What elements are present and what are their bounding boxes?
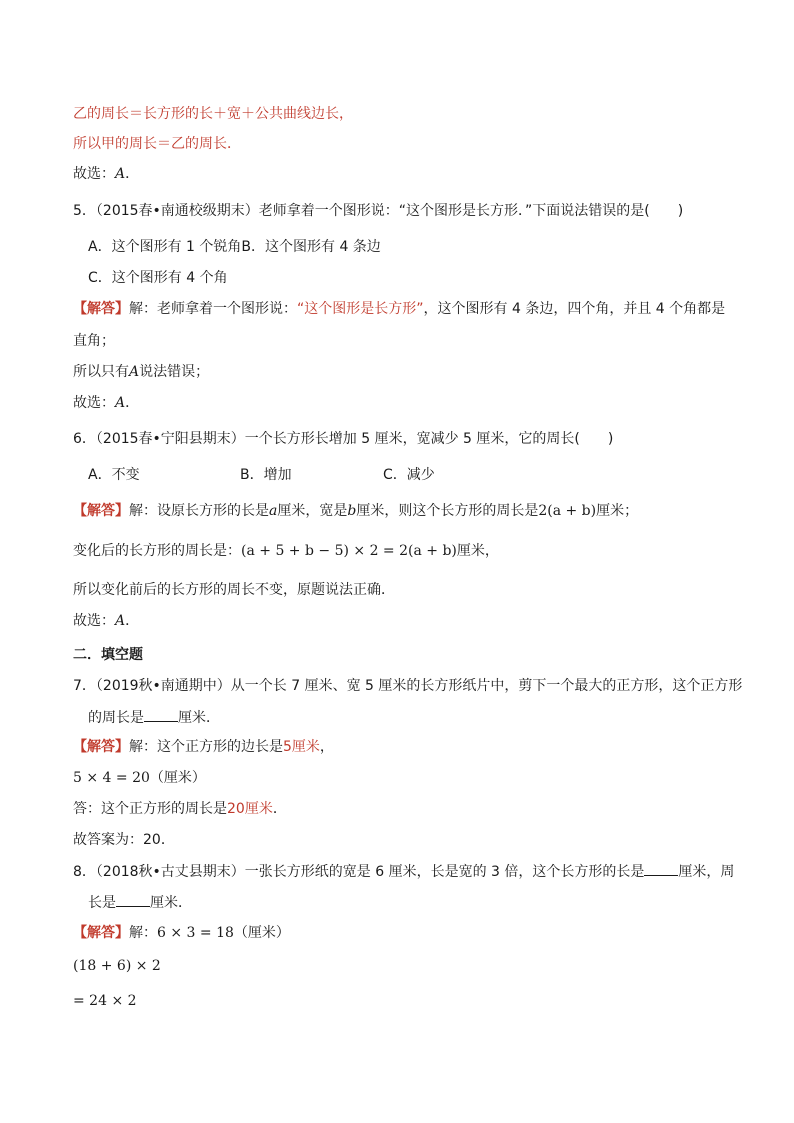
solution-text: 厘米，则这个长方形的周长是: [356, 503, 539, 519]
answer-suffix: ．: [125, 613, 140, 629]
solution-text: 所以只有: [73, 364, 129, 380]
solution-text: ，这个图形有 4 条边，四个角，并且 4 个角都是: [423, 301, 726, 317]
solution-highlight: 20厘米: [227, 801, 273, 817]
question-8-solution-line3: = 24 × 2: [73, 993, 137, 1009]
question-7-solution-line3: [0, 799, 794, 819]
question-5-solution-line3: [0, 362, 794, 382]
answer-value: A: [115, 613, 126, 629]
question-8-solution-line2: (18 + 6) × 2: [73, 958, 161, 974]
answer-blank[interactable]: [116, 892, 150, 907]
math-expression: (a + 5 + b − 5) × 2 = 2(a + b): [241, 543, 457, 559]
solution-label: 【解答】: [73, 301, 129, 317]
solution-text: 厘米，: [456, 543, 499, 559]
solution-text: ．: [272, 801, 287, 817]
question-8-solution-line1: [0, 923, 794, 943]
question-6-solution-line1: [0, 501, 794, 521]
solution-label: 【解答】: [73, 925, 129, 941]
solution-label: 【解答】: [73, 739, 129, 755]
answer-suffix: ．: [125, 395, 140, 411]
question-7-answer: 故答案为：20．: [73, 832, 175, 848]
question-text: 厘米．: [150, 895, 192, 911]
solution-quote: “这个图形是长方形”: [297, 301, 424, 317]
answer-prefix: 故选：: [73, 166, 115, 182]
text-line: 乙的周长＝长方形的长＋宽＋公共曲线边长，: [73, 106, 353, 122]
solution-text: 说法错误；: [139, 364, 210, 380]
question-text: 厘米．: [178, 710, 220, 726]
answer-line: [0, 164, 794, 184]
solution-text: 解：: [129, 925, 157, 941]
answer-blank[interactable]: [144, 707, 178, 722]
question-text: 厘米，周: [678, 864, 735, 880]
question-7-stem-line1: 7．（2019秋•南通期中）从一个长 7 厘米、宽 5 厘米的长方形纸片中，剪下一个最大的正方形，这个正方形: [73, 678, 743, 694]
solution-text: 厘米，宽是: [277, 503, 348, 519]
question-6-solution-line2: [0, 541, 794, 561]
question-6-answer: [0, 611, 794, 631]
answer-blank[interactable]: [644, 861, 678, 876]
solution-text: （厘米）: [149, 770, 206, 786]
solution-label: 【解答】: [73, 503, 129, 519]
solution-text: 解：老师拿着一个图形说：: [129, 301, 297, 317]
question-5-solution-line2: 直角；: [73, 333, 115, 349]
solution-text: 变化后的长方形的周长是：: [73, 543, 241, 559]
option-b: B．增加: [240, 467, 292, 483]
solution-variable: A: [129, 364, 140, 380]
question-5-stem: 5．（2015春•南通校级期末）老师拿着一个图形说：“这个图形是长方形．”下面说法错误的是( ): [73, 203, 684, 219]
solution-text: 厘米；: [596, 503, 639, 519]
answer-value: A: [115, 166, 126, 182]
variable-a: a: [269, 503, 278, 519]
question-5-option-c: C．这个图形有 4 个角: [88, 270, 228, 286]
question-7-stem-line2: [0, 707, 794, 728]
answer-prefix: 故选：: [73, 613, 115, 629]
option-b: B．这个图形有 4 条边: [241, 239, 381, 255]
option-a: A．不变: [88, 467, 140, 483]
question-8-stem-line2: [0, 892, 794, 913]
solution-text: （厘米）: [233, 925, 290, 941]
question-6-options: [0, 465, 794, 485]
math-expression: 5 × 4 = 20: [73, 770, 150, 786]
question-5-answer: [0, 393, 794, 413]
solution-highlight: 5厘米: [283, 739, 320, 755]
answer-suffix: ．: [125, 166, 140, 182]
solution-text: 答：这个正方形的周长是: [73, 801, 227, 817]
question-5-options-row1: [0, 237, 794, 257]
question-8-stem-line1: [0, 861, 794, 882]
question-text: 8．（2018秋•古丈县期末）一张长方形纸的宽是 6 厘米，长是宽的 3 倍，这个长方形的长是: [73, 864, 645, 880]
question-6-solution-line3: 所以变化前后的长方形的周长不变，原题说法正确．: [73, 582, 395, 598]
question-7-solution-line1: [0, 737, 794, 757]
math-expression: 2(a + b): [538, 503, 597, 519]
variable-b: b: [347, 503, 357, 519]
solution-text: 解：设原长方形的长是: [129, 503, 269, 519]
question-5-solution-line1: [0, 299, 794, 319]
answer-value: A: [115, 395, 126, 411]
question-6-stem: 6．（2015春•宁阳县期末）一个长方形长增加 5 厘米，宽减少 5 厘米，它的周长( ): [73, 431, 614, 447]
question-text: 长是: [88, 895, 116, 911]
question-text: 的周长是: [88, 710, 144, 726]
question-7-solution-line2: [0, 768, 794, 788]
section-heading: 二．填空题: [73, 647, 143, 663]
math-expression: 6 × 3 = 18: [157, 925, 234, 941]
answer-prefix: 故选：: [73, 395, 115, 411]
text-line: 所以甲的周长＝乙的周长．: [73, 136, 241, 152]
solution-text: ，: [319, 739, 334, 755]
solution-text: 解：这个正方形的边长是: [129, 739, 283, 755]
option-a: A．这个图形有 1 个锐角: [88, 239, 242, 255]
option-c: C．减少: [383, 467, 435, 483]
